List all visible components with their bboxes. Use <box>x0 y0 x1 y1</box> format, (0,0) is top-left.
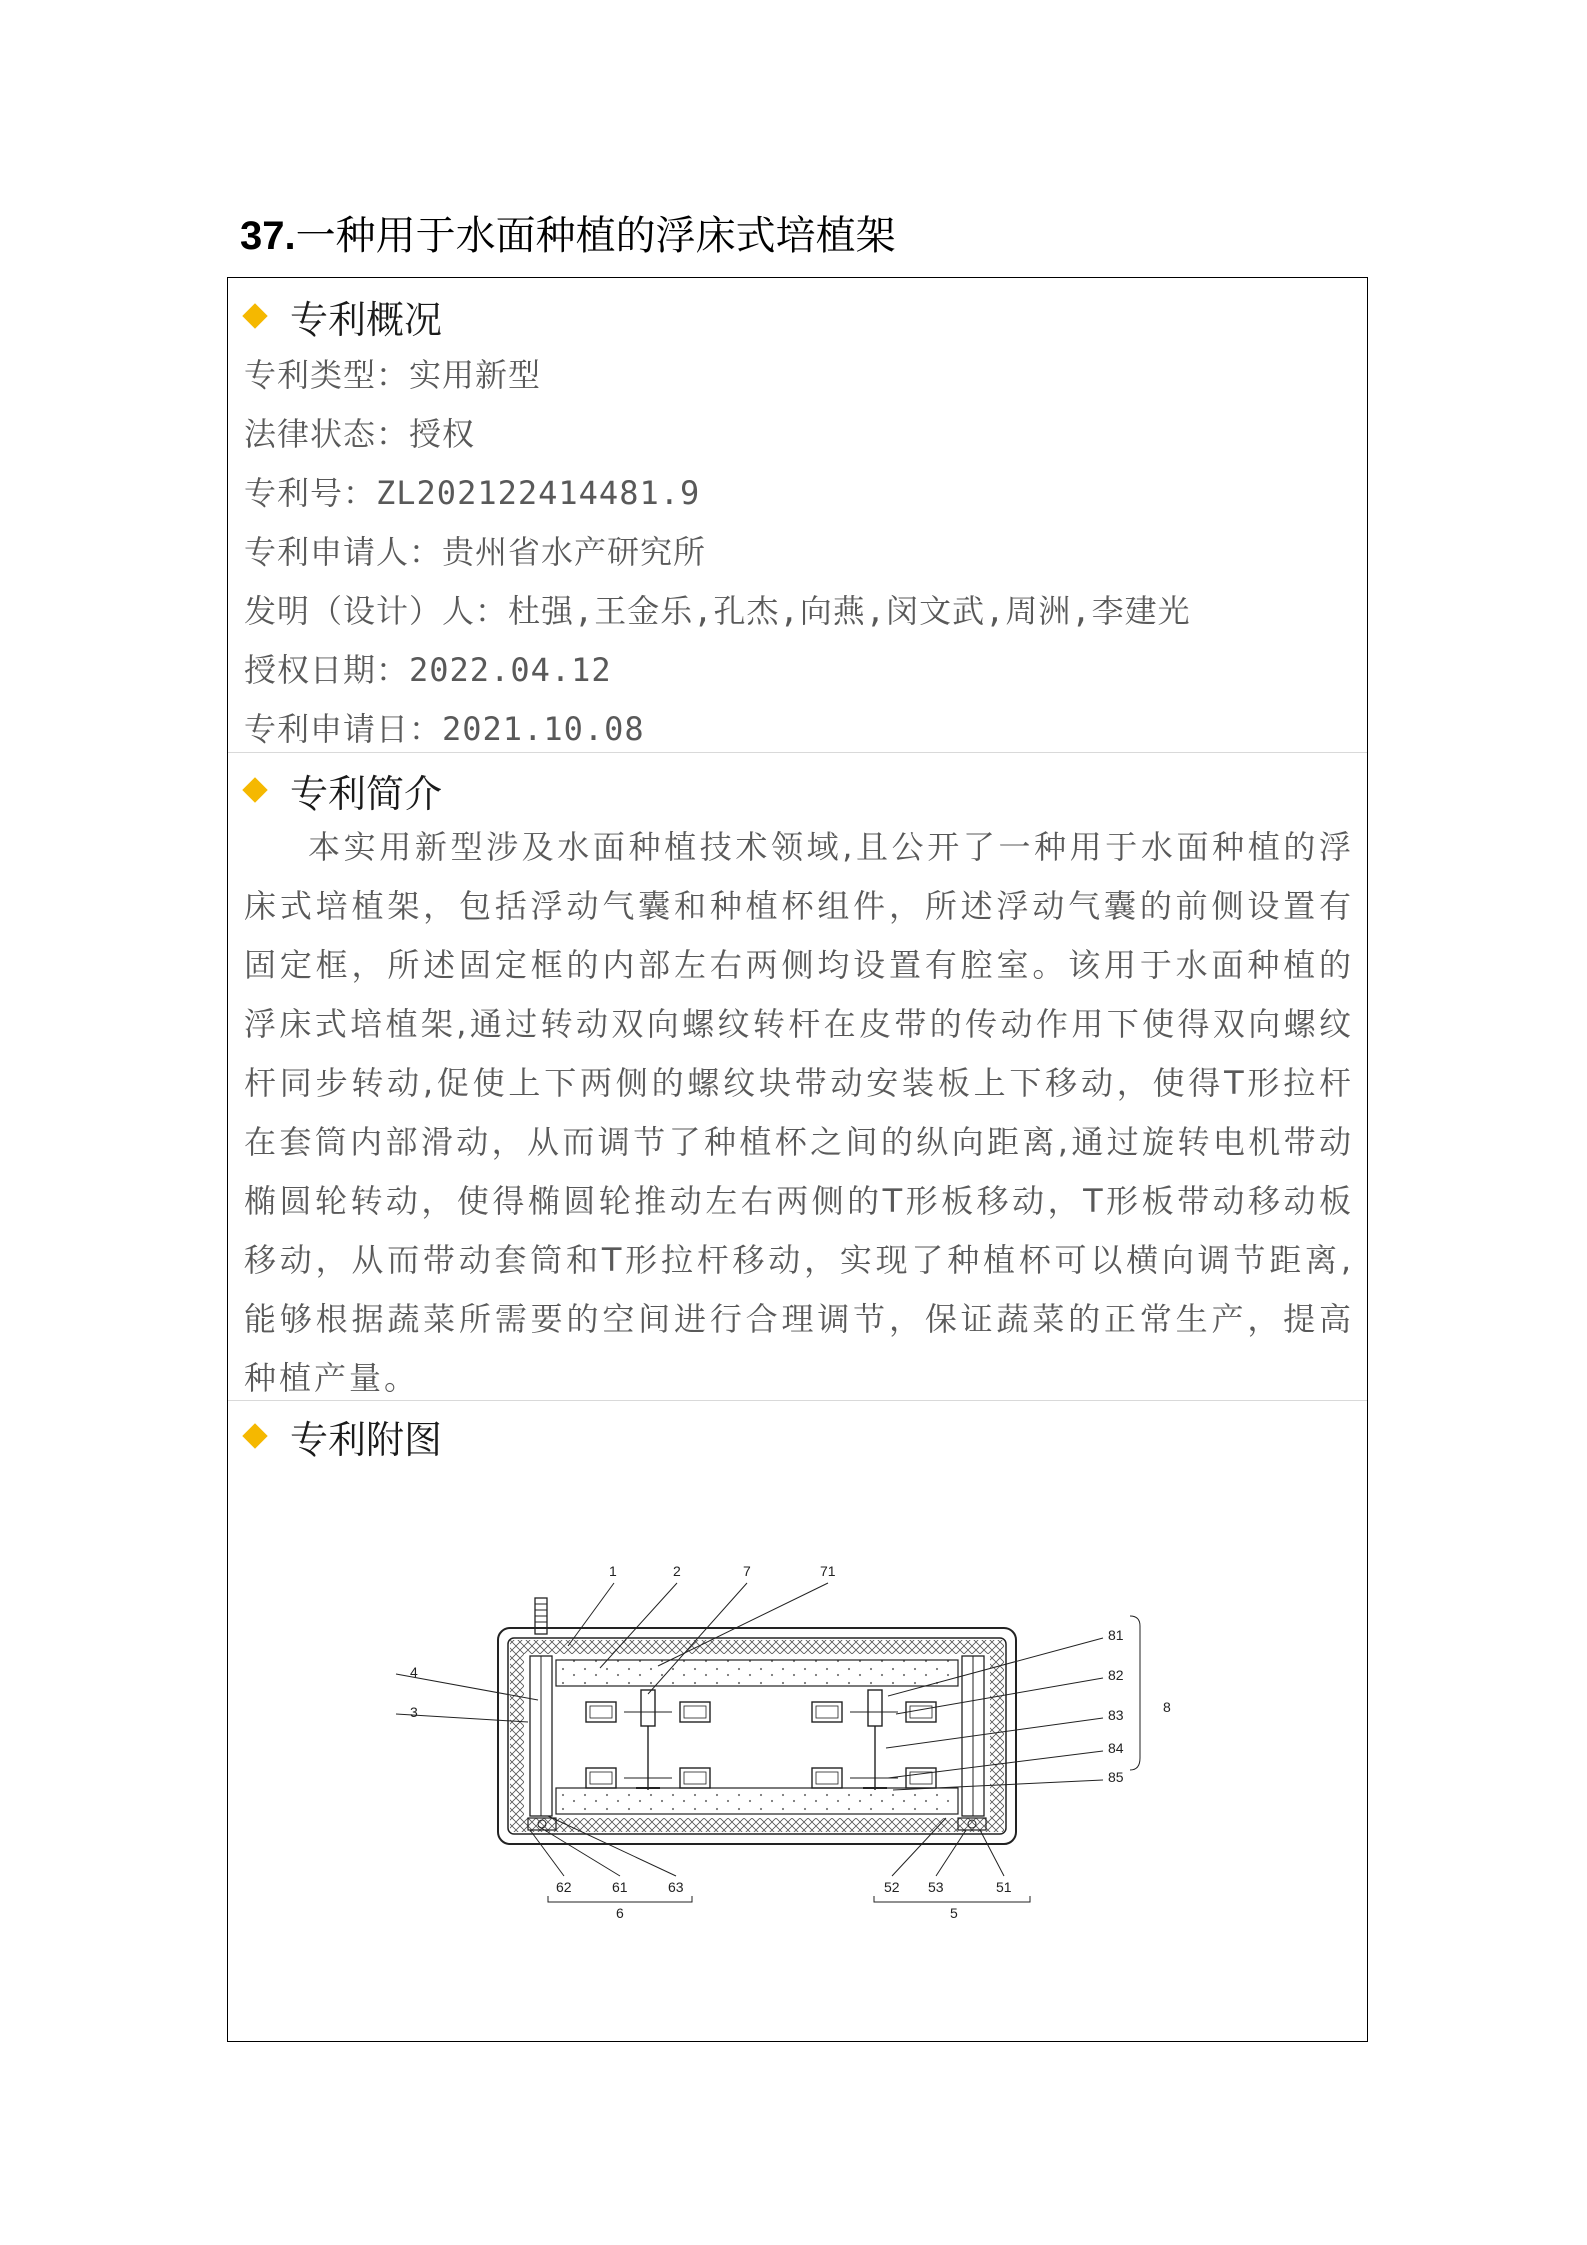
patent-title-text: 一种用于水面种植的浮床式培植架 <box>295 213 896 259</box>
label-62: 62 <box>556 1879 572 1895</box>
lower-mounting-plate <box>556 1788 958 1814</box>
field-legal-status: 法律状态：授权 <box>244 415 476 453</box>
label-6: 6 <box>616 1905 624 1921</box>
label-81: 81 <box>1108 1627 1124 1643</box>
planting-cup <box>906 1768 936 1788</box>
summary-heading-text: 专利简介 <box>290 771 443 816</box>
sleeve <box>868 1690 882 1726</box>
planting-cup-inner <box>910 1706 932 1718</box>
label-5: 5 <box>950 1905 958 1921</box>
patent-title <box>240 206 896 266</box>
label-3: 3 <box>410 1704 418 1720</box>
label-8: 8 <box>1163 1699 1171 1715</box>
airbag-bottom <box>510 1818 1004 1832</box>
planting-cup <box>680 1768 710 1788</box>
patent-card <box>227 277 1368 2042</box>
label-52: 52 <box>884 1879 900 1895</box>
airbag-top <box>510 1640 1004 1654</box>
label-51: 51 <box>996 1879 1012 1895</box>
label-4: 4 <box>410 1664 418 1680</box>
planting-cup-inner <box>684 1706 706 1718</box>
label-7: 7 <box>743 1563 751 1579</box>
label-82: 82 <box>1108 1667 1124 1683</box>
planting-cup <box>812 1702 842 1722</box>
overview-heading-text: 专利概况 <box>290 297 443 342</box>
planting-cup <box>812 1768 842 1788</box>
field-applicant: 专利申请人：贵州省水产研究所 <box>244 533 707 571</box>
label-71: 71 <box>820 1563 836 1579</box>
planting-cup <box>906 1702 936 1722</box>
airbag-right <box>990 1654 1004 1818</box>
label-84: 84 <box>1108 1740 1124 1756</box>
field-patent-type: 专利类型：实用新型 <box>244 356 542 394</box>
summary-text: 本实用新型涉及水面种植技术领域,且公开了一种用于水面种植的浮床式培植架，包括浮动气囊和种植杯组件，所述浮动气囊的前侧设置有固定框，所述固定框的内部左右两侧均设置有腔室。该用于水面种植的浮床式培植架,通过转动双向螺纹转杆在皮带的传动作用下使得双向螺纹杆同步转动,促使上下两侧的螺纹块带动安装板上下移动，使得T形拉杆在套筒内部滑动，从而调节了种植杯之间的纵向距离,通过旋转电机带动椭圆轮转动，使得椭圆轮推动左右两侧的T形板移动，T形板带动移动板移动，从而带动套筒和T形拉杆移动，实现了种植杯可以横向调节距离,能够根据蔬菜所需要的空间进行合理调节，保证蔬菜的正常生产，提高种植产量。 <box>244 828 1354 1397</box>
planting-cup-inner <box>684 1772 706 1784</box>
planting-cup <box>586 1768 616 1788</box>
airbag-left <box>510 1654 524 1818</box>
label-53: 53 <box>928 1879 944 1895</box>
label-85: 85 <box>1108 1769 1124 1785</box>
field-grant-date: 授权日期：2022.04.12 <box>244 651 612 689</box>
sleeve <box>641 1690 655 1726</box>
planting-cup-inner <box>816 1706 838 1718</box>
patent-number-prefix: 37. <box>240 214 296 258</box>
drawing-heading-text: 专利附图 <box>290 1417 443 1462</box>
label-61: 61 <box>612 1879 628 1895</box>
planting-cup <box>680 1702 710 1722</box>
upper-mounting-plate <box>556 1660 958 1686</box>
planting-cup-inner <box>590 1706 612 1718</box>
field-application-date: 专利申请日：2021.10.08 <box>244 710 645 748</box>
field-patent-number: 专利号：ZL202122414481.9 <box>244 474 701 512</box>
field-inventors: 发明（设计）人：杜强,王金乐,孔杰,向燕,闵文武,周洲,李建光 <box>244 592 1191 630</box>
label-83: 83 <box>1108 1707 1124 1723</box>
patent-drawing <box>228 278 1367 2041</box>
label-1: 1 <box>609 1563 617 1579</box>
label-2: 2 <box>673 1563 681 1579</box>
label-63: 63 <box>668 1879 684 1895</box>
planting-cup-inner <box>816 1772 838 1784</box>
planting-cup <box>586 1702 616 1722</box>
planting-cup-inner <box>590 1772 612 1784</box>
